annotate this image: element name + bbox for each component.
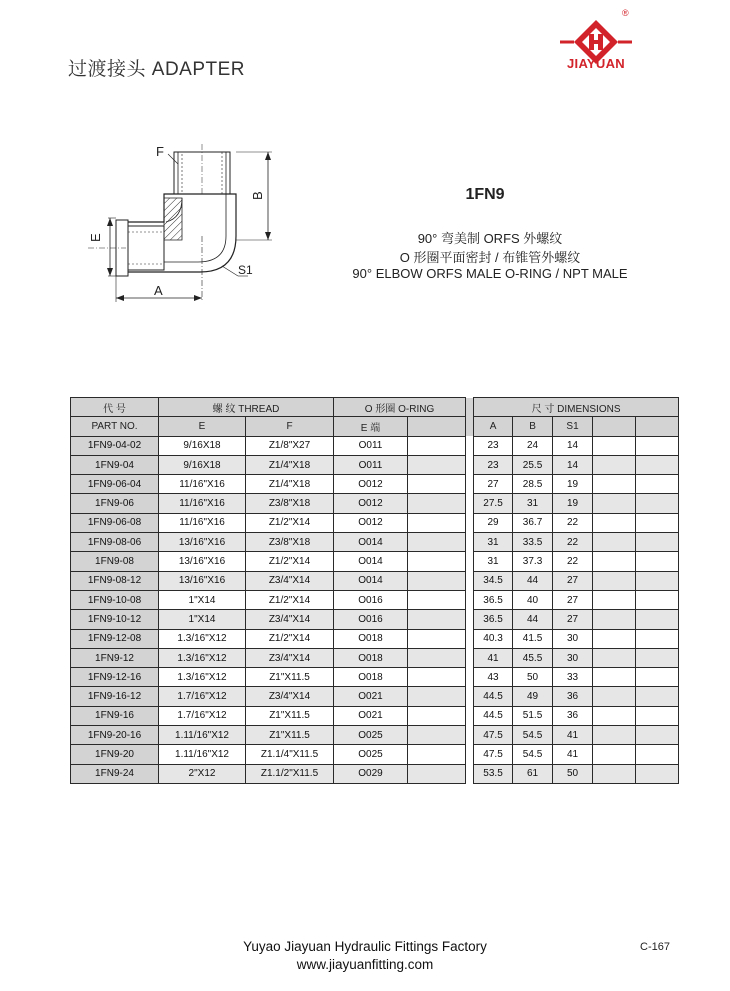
cell-dim-s1: 14 xyxy=(553,455,593,474)
header-part-no: PART NO. xyxy=(71,417,159,436)
cell-thread-e: 11/16"X16 xyxy=(159,475,246,494)
cell-thread-f: Z1"X11.5 xyxy=(246,668,334,687)
table-row xyxy=(71,629,679,648)
cell-part-no: 1FN9-12-16 xyxy=(71,668,159,687)
cell-part-no: 1FN9-06-08 xyxy=(71,513,159,532)
cell-thread-f: Z1/8"X27 xyxy=(246,436,334,455)
cell-empty xyxy=(636,552,679,571)
cell-empty xyxy=(636,706,679,725)
table-row xyxy=(71,687,679,706)
table-row xyxy=(71,668,679,687)
product-desc-cn-1: 90° 弯美制 ORFS 外螺纹 xyxy=(417,231,563,246)
cell-dim-s1: 50 xyxy=(553,764,593,783)
header-b: B xyxy=(513,417,553,436)
cell-empty xyxy=(593,552,636,571)
cell-dim-s1: 27 xyxy=(553,590,593,609)
brand-name: JIAYUAN xyxy=(567,56,625,71)
header-e-end: E 端 xyxy=(334,417,408,436)
cell-empty xyxy=(636,533,679,552)
cell-dim-s1: 19 xyxy=(553,494,593,513)
cell-empty xyxy=(593,571,636,590)
cell-thread-e: 11/16"X16 xyxy=(159,513,246,532)
cell-oring: O018 xyxy=(334,668,408,687)
cell-thread-f: Z3/4"X14 xyxy=(246,687,334,706)
cell-empty xyxy=(408,571,466,590)
cell-empty xyxy=(408,533,466,552)
cell-dim-a: 27 xyxy=(474,475,513,494)
cell-empty xyxy=(636,764,679,783)
cell-empty xyxy=(593,687,636,706)
cell-thread-e: 13/16"X16 xyxy=(159,533,246,552)
cell-part-no: 1FN9-04-02 xyxy=(71,436,159,455)
cell-dim-a: 40.3 xyxy=(474,629,513,648)
cell-dim-a: 23 xyxy=(474,436,513,455)
cell-empty xyxy=(593,745,636,764)
cell-dim-a: 47.5 xyxy=(474,745,513,764)
cell-empty xyxy=(636,436,679,455)
cell-dim-s1: 33 xyxy=(553,668,593,687)
table-row xyxy=(71,571,679,590)
cell-dim-s1: 30 xyxy=(553,648,593,667)
cell-thread-e: 2"X12 xyxy=(159,764,246,783)
cell-part-no: 1FN9-08-06 xyxy=(71,533,159,552)
cell-empty xyxy=(408,648,466,667)
cell-thread-e: 9/16X18 xyxy=(159,436,246,455)
elbow-fitting-drawing xyxy=(86,140,276,304)
cell-oring: O014 xyxy=(334,533,408,552)
cell-empty xyxy=(636,513,679,532)
cell-oring: O012 xyxy=(334,513,408,532)
cell-dim-b: 44 xyxy=(513,610,553,629)
cell-oring: O025 xyxy=(334,726,408,745)
cell-part-no: 1FN9-04 xyxy=(71,455,159,474)
dim-label-f: F xyxy=(156,144,164,159)
cell-thread-f: Z1/2"X14 xyxy=(246,590,334,609)
cell-oring: O011 xyxy=(334,436,408,455)
cell-dim-b: 33.5 xyxy=(513,533,553,552)
table-row xyxy=(71,764,679,783)
cell-gap xyxy=(466,629,474,648)
cell-dim-s1: 36 xyxy=(553,706,593,725)
cell-empty xyxy=(636,629,679,648)
table-row xyxy=(71,494,679,513)
cell-empty xyxy=(593,629,636,648)
cell-thread-f: Z1/2"X14 xyxy=(246,629,334,648)
cell-dim-b: 41.5 xyxy=(513,629,553,648)
cell-oring: O011 xyxy=(334,455,408,474)
cell-gap xyxy=(466,455,474,474)
header-e: E xyxy=(159,417,246,436)
product-desc-en: 90° ELBOW ORFS MALE O-RING / NPT MALE xyxy=(352,266,628,281)
cell-part-no: 1FN9-06 xyxy=(71,494,159,513)
cell-thread-f: Z3/4"X14 xyxy=(246,610,334,629)
cell-empty xyxy=(593,648,636,667)
cell-empty xyxy=(408,552,466,571)
table-row xyxy=(71,436,679,455)
cell-empty xyxy=(593,475,636,494)
cell-oring: O021 xyxy=(334,687,408,706)
cell-thread-e: 1.3/16"X12 xyxy=(159,629,246,648)
table-row xyxy=(71,513,679,532)
cell-oring: O029 xyxy=(334,764,408,783)
cell-dim-b: 50 xyxy=(513,668,553,687)
footer-url[interactable]: www.jiayuanfitting.com xyxy=(296,957,434,972)
cell-oring: O014 xyxy=(334,571,408,590)
cell-oring: O016 xyxy=(334,610,408,629)
cell-empty xyxy=(636,494,679,513)
cell-empty xyxy=(636,648,679,667)
cell-empty xyxy=(593,706,636,725)
cell-dim-b: 25.5 xyxy=(513,455,553,474)
cell-gap xyxy=(466,552,474,571)
cell-dim-s1: 22 xyxy=(553,552,593,571)
cell-dim-a: 47.5 xyxy=(474,726,513,745)
cell-thread-f: Z1/2"X14 xyxy=(246,513,334,532)
cell-oring: O016 xyxy=(334,590,408,609)
cell-dim-s1: 19 xyxy=(553,475,593,494)
cell-dim-s1: 30 xyxy=(553,629,593,648)
cell-dim-s1: 27 xyxy=(553,571,593,590)
cell-empty xyxy=(636,687,679,706)
cell-thread-e: 9/16X18 xyxy=(159,455,246,474)
cell-empty xyxy=(636,668,679,687)
cell-thread-e: 1.3/16"X12 xyxy=(159,668,246,687)
cell-gap xyxy=(466,513,474,532)
cell-part-no: 1FN9-12-08 xyxy=(71,629,159,648)
cell-gap xyxy=(466,668,474,687)
cell-empty xyxy=(636,726,679,745)
cell-thread-e: 13/16"X16 xyxy=(159,552,246,571)
cell-dim-s1: 14 xyxy=(553,436,593,455)
cell-gap xyxy=(466,571,474,590)
cell-gap xyxy=(466,726,474,745)
cell-thread-e: 1"X14 xyxy=(159,610,246,629)
cell-empty xyxy=(408,764,466,783)
cell-dim-a: 44.5 xyxy=(474,706,513,725)
cell-oring: O025 xyxy=(334,745,408,764)
cell-oring: O021 xyxy=(334,706,408,725)
cell-dim-a: 31 xyxy=(474,533,513,552)
cell-thread-f: Z1.1/2"X11.5 xyxy=(246,764,334,783)
cell-oring: O012 xyxy=(334,475,408,494)
cell-dim-a: 36.5 xyxy=(474,610,513,629)
header-dimensions: 尺 寸 DIMENSIONS xyxy=(474,398,679,417)
cell-dim-a: 27.5 xyxy=(474,494,513,513)
cell-part-no: 1FN9-20-16 xyxy=(71,726,159,745)
dim-label-s1: S1 xyxy=(238,263,253,277)
cell-gap xyxy=(466,590,474,609)
cell-empty xyxy=(408,590,466,609)
cell-thread-f: Z1.1/4"X11.5 xyxy=(246,745,334,764)
cell-thread-f: Z3/4"X14 xyxy=(246,571,334,590)
table-row xyxy=(71,610,679,629)
header-s1: S1 xyxy=(553,417,593,436)
cell-empty xyxy=(593,764,636,783)
cell-empty xyxy=(636,590,679,609)
cell-gap xyxy=(466,745,474,764)
cell-dim-b: 61 xyxy=(513,764,553,783)
table-row xyxy=(71,706,679,725)
cell-empty xyxy=(408,513,466,532)
table-row xyxy=(71,726,679,745)
cell-thread-f: Z1"X11.5 xyxy=(246,706,334,725)
cell-thread-f: Z1"X11.5 xyxy=(246,726,334,745)
cell-oring: O014 xyxy=(334,552,408,571)
cell-thread-e: 1.3/16"X12 xyxy=(159,648,246,667)
cell-dim-b: 36.7 xyxy=(513,513,553,532)
cell-empty xyxy=(636,571,679,590)
cell-gap xyxy=(466,764,474,783)
cell-dim-s1: 22 xyxy=(553,533,593,552)
cell-thread-e: 11/16"X16 xyxy=(159,494,246,513)
cell-empty xyxy=(408,610,466,629)
cell-thread-f: Z1/4"X18 xyxy=(246,455,334,474)
cell-dim-s1: 27 xyxy=(553,610,593,629)
header-a: A xyxy=(474,417,513,436)
header-f: F xyxy=(246,417,334,436)
cell-oring: O012 xyxy=(334,494,408,513)
cell-empty xyxy=(636,455,679,474)
cell-thread-e: 1.7/16"X12 xyxy=(159,706,246,725)
cell-thread-f: Z3/8"X18 xyxy=(246,494,334,513)
cell-oring: O018 xyxy=(334,629,408,648)
cell-part-no: 1FN9-08-12 xyxy=(71,571,159,590)
cell-empty xyxy=(408,455,466,474)
cell-empty xyxy=(593,513,636,532)
cell-thread-e: 1.11/16"X12 xyxy=(159,745,246,764)
table-row xyxy=(71,533,679,552)
cell-empty xyxy=(408,629,466,648)
cell-empty xyxy=(593,590,636,609)
cell-part-no: 1FN9-24 xyxy=(71,764,159,783)
cell-part-no: 1FN9-16 xyxy=(71,706,159,725)
dim-label-a: A xyxy=(154,283,163,298)
cell-empty xyxy=(593,610,636,629)
cell-empty xyxy=(593,668,636,687)
cell-empty xyxy=(408,726,466,745)
cell-thread-e: 1"X14 xyxy=(159,590,246,609)
registered-mark: ® xyxy=(622,8,629,18)
cell-gap xyxy=(466,706,474,725)
cell-dim-a: 44.5 xyxy=(474,687,513,706)
cell-thread-f: Z1/4"X18 xyxy=(246,475,334,494)
cell-gap xyxy=(466,475,474,494)
cell-part-no: 1FN9-10-12 xyxy=(71,610,159,629)
cell-dim-a: 36.5 xyxy=(474,590,513,609)
cell-dim-a: 23 xyxy=(474,455,513,474)
footer-company: Yuyao Jiayuan Hydraulic Fittings Factory xyxy=(243,939,487,954)
cell-thread-f: Z3/8"X18 xyxy=(246,533,334,552)
cell-dim-s1: 22 xyxy=(553,513,593,532)
cell-part-no: 1FN9-12 xyxy=(71,648,159,667)
cell-dim-b: 44 xyxy=(513,571,553,590)
cell-dim-b: 54.5 xyxy=(513,726,553,745)
cell-gap xyxy=(466,648,474,667)
cell-dim-a: 29 xyxy=(474,513,513,532)
cell-empty xyxy=(636,610,679,629)
cell-dim-a: 53.5 xyxy=(474,764,513,783)
cell-dim-a: 31 xyxy=(474,552,513,571)
cell-part-no: 1FN9-20 xyxy=(71,745,159,764)
header-part-cn: 代 号 xyxy=(71,398,159,417)
cell-thread-f: Z1/2"X14 xyxy=(246,552,334,571)
product-desc-cn-2: O 形圈平面密封 / 布锥管外螺纹 xyxy=(399,250,581,265)
page-number: C-167 xyxy=(640,941,670,953)
cell-thread-e: 1.11/16"X12 xyxy=(159,726,246,745)
cell-gap xyxy=(466,610,474,629)
cell-dim-s1: 36 xyxy=(553,687,593,706)
table-row xyxy=(71,455,679,474)
cell-dim-b: 54.5 xyxy=(513,745,553,764)
cell-dim-b: 24 xyxy=(513,436,553,455)
cell-thread-e: 1.7/16"X12 xyxy=(159,687,246,706)
cell-gap xyxy=(466,436,474,455)
cell-empty xyxy=(593,436,636,455)
page-title: 过渡接头 ADAPTER xyxy=(68,59,246,80)
cell-empty xyxy=(593,726,636,745)
header-thread: 螺 纹 THREAD xyxy=(159,398,334,417)
cell-dim-a: 34.5 xyxy=(474,571,513,590)
cell-dim-b: 45.5 xyxy=(513,648,553,667)
cell-dim-a: 41 xyxy=(474,648,513,667)
cell-empty xyxy=(593,455,636,474)
cell-dim-b: 37.3 xyxy=(513,552,553,571)
cell-dim-b: 40 xyxy=(513,590,553,609)
cell-gap xyxy=(466,533,474,552)
cell-empty xyxy=(408,745,466,764)
cell-oring: O018 xyxy=(334,648,408,667)
cell-empty xyxy=(636,745,679,764)
cell-gap xyxy=(466,687,474,706)
cell-dim-a: 43 xyxy=(474,668,513,687)
spec-table xyxy=(70,397,679,784)
table-row xyxy=(71,648,679,667)
cell-gap xyxy=(466,494,474,513)
dim-label-b: B xyxy=(250,191,265,200)
cell-part-no: 1FN9-08 xyxy=(71,552,159,571)
cell-empty xyxy=(408,436,466,455)
table-row xyxy=(71,475,679,494)
table-row xyxy=(71,590,679,609)
cell-dim-b: 49 xyxy=(513,687,553,706)
cell-part-no: 1FN9-10-08 xyxy=(71,590,159,609)
cell-thread-e: 13/16"X16 xyxy=(159,571,246,590)
cell-dim-b: 51.5 xyxy=(513,706,553,725)
cell-dim-b: 28.5 xyxy=(513,475,553,494)
cell-dim-b: 31 xyxy=(513,494,553,513)
cell-dim-s1: 41 xyxy=(553,726,593,745)
cell-part-no: 1FN9-16-12 xyxy=(71,687,159,706)
cell-empty xyxy=(408,687,466,706)
dim-label-e: E xyxy=(88,233,103,242)
cell-empty xyxy=(408,475,466,494)
cell-empty xyxy=(408,494,466,513)
header-oring: O 形圈 O-RING xyxy=(334,398,466,417)
cell-part-no: 1FN9-06-04 xyxy=(71,475,159,494)
cell-thread-f: Z3/4"X14 xyxy=(246,648,334,667)
cell-empty xyxy=(408,668,466,687)
cell-empty xyxy=(593,533,636,552)
table-row xyxy=(71,745,679,764)
cell-empty xyxy=(636,475,679,494)
cell-empty xyxy=(593,494,636,513)
product-code: 1FN9 xyxy=(465,186,505,203)
cell-dim-s1: 41 xyxy=(553,745,593,764)
table-row xyxy=(71,552,679,571)
cell-empty xyxy=(408,706,466,725)
